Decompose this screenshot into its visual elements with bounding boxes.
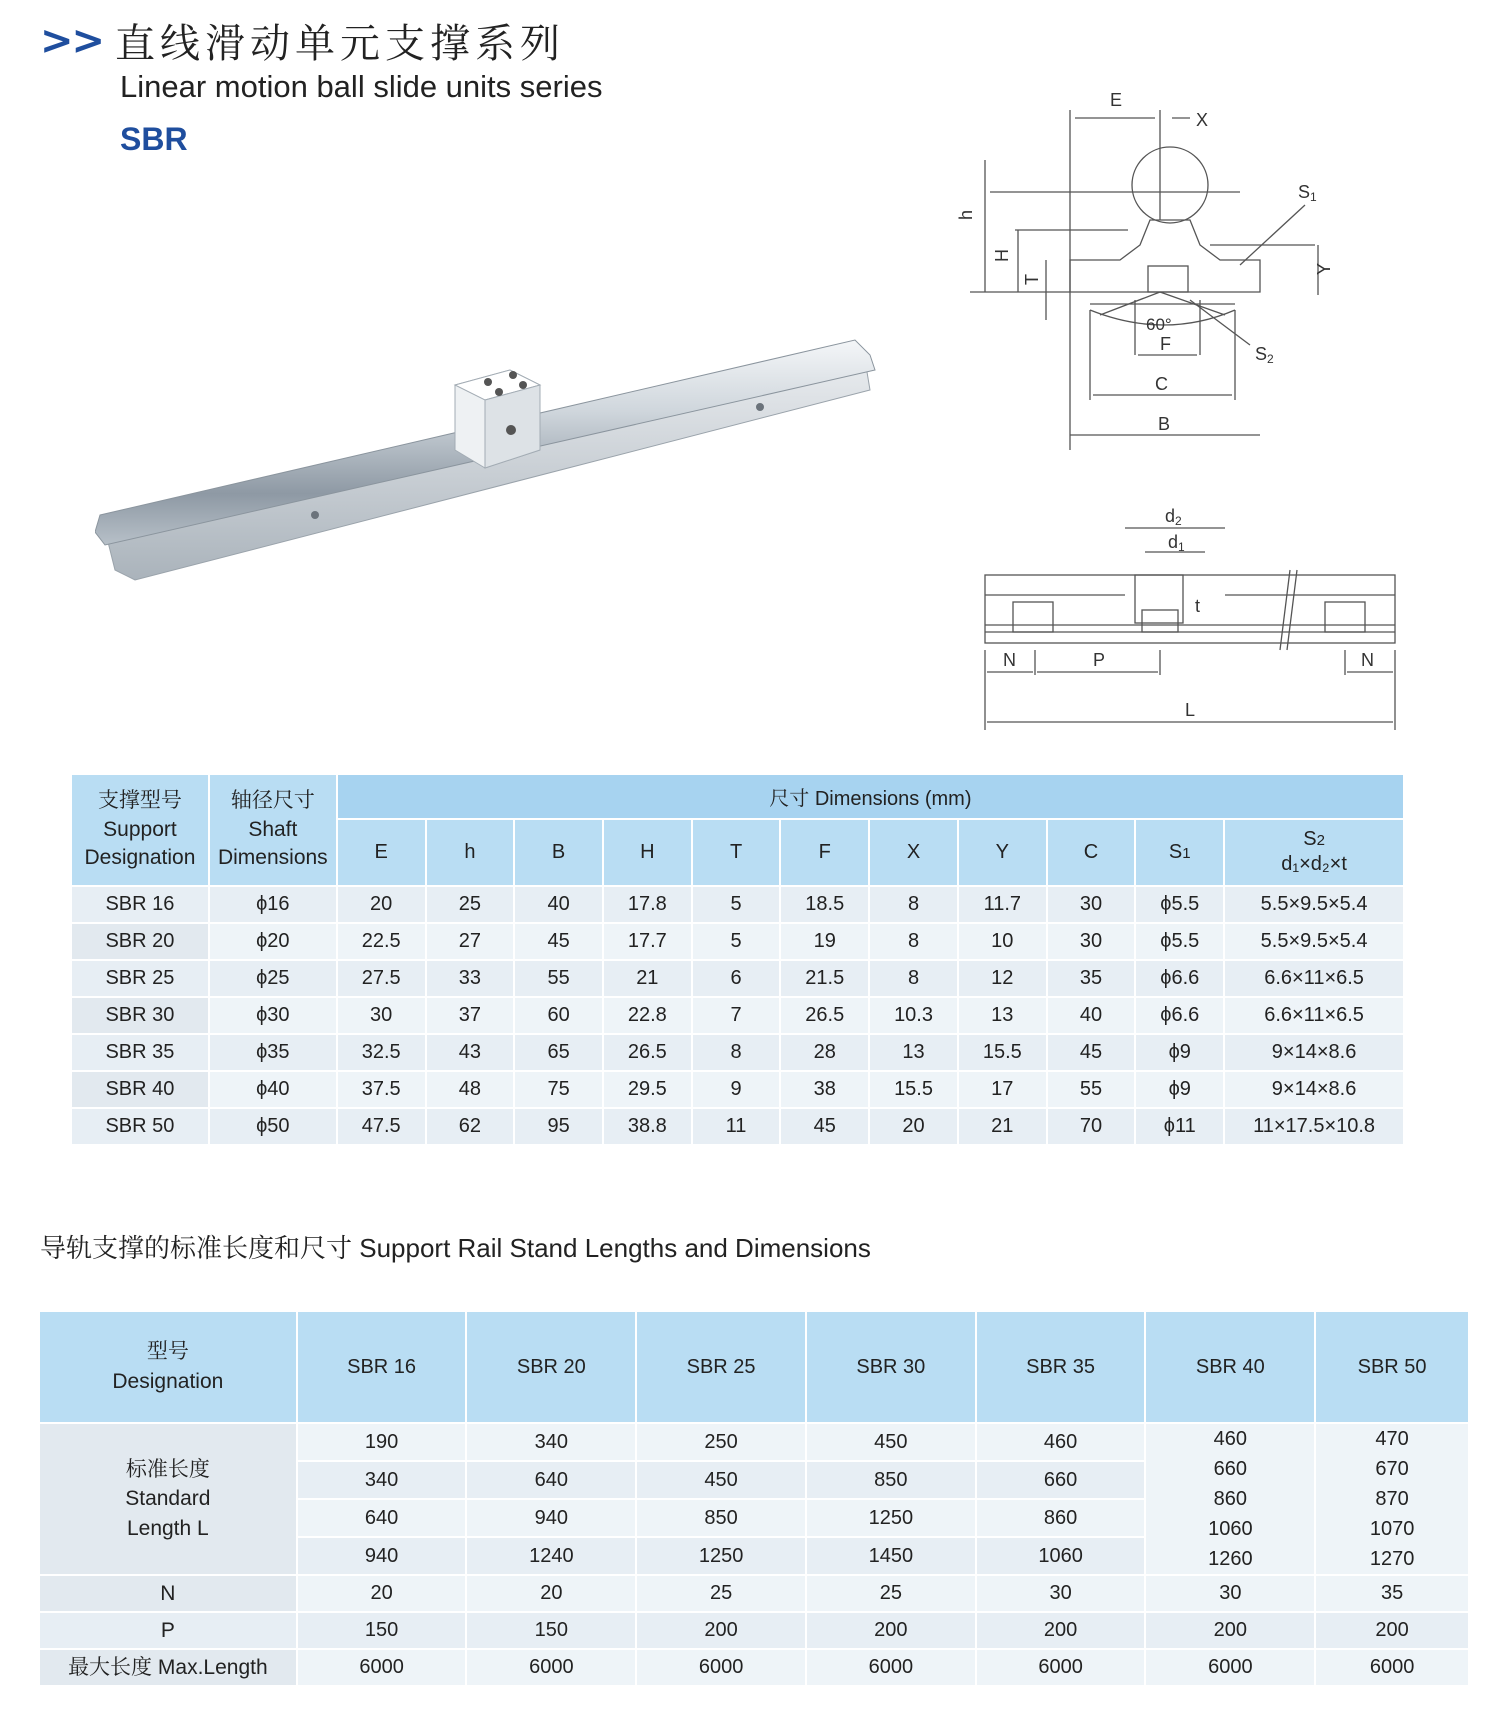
table-cell: 340 [297,1461,467,1499]
table-cell: 21 [603,960,692,997]
table-cell: 200 [806,1612,976,1649]
header-model: SBR 35 [976,1311,1146,1423]
table-cell: 5 [692,886,781,923]
table-row [39,1612,1469,1649]
header-model: SBR 25 [636,1311,806,1423]
table-cell: 35 [1315,1575,1469,1612]
header-col-H: H [603,819,692,886]
header-model: SBR 30 [806,1311,976,1423]
header-col-S2: S2 d₁×d₂×t [1224,819,1404,886]
table-cell: 19 [780,923,869,960]
row-label-max-length: 最大长度 Max.Length [39,1649,297,1686]
table-cell: 11 [692,1108,781,1145]
cross-section-diagram [950,70,1370,470]
row-label-N: N [39,1575,297,1612]
page-header [40,12,602,158]
table-cell: 35 [1047,960,1136,997]
product-image-rail [95,300,895,600]
table-cell: 18.5 [780,886,869,923]
table-cell: 55 [514,960,603,997]
table-cell: 200 [636,1612,806,1649]
table-cell: 48 [426,1071,515,1108]
section-title-rail-lengths: 导轨支撑的标准长度和尺寸 Support Rail Stand Lengths and Dimensions [40,1233,871,1263]
table-cell: 940 [297,1537,467,1575]
table-row [71,1108,1404,1145]
table-cell: 30 [1047,923,1136,960]
table-cell: 22.5 [337,923,426,960]
dim-label-Y: Y [1314,262,1334,275]
dim-label-N-right: N [1361,650,1374,670]
header-col-C: C [1047,819,1136,886]
table-cell: 200 [976,1612,1146,1649]
table-row [71,997,1404,1034]
table-cell: 17.7 [603,923,692,960]
table-cell: 29.5 [603,1071,692,1108]
table-cell: 62 [426,1108,515,1145]
table-cell: 6000 [1145,1649,1315,1686]
table-cell: 30 [1145,1575,1315,1612]
rail-mounting-hole [311,511,319,519]
header-col-B: B [514,819,603,886]
table-cell: 40 [1047,997,1136,1034]
table-cell: 17.8 [603,886,692,923]
dim-label-S2: S2 [1255,344,1274,366]
table-cell: 27.5 [337,960,426,997]
header-col-X: X [869,819,958,886]
table-cell: 15.5 [958,1034,1047,1071]
rail-mounting-hole [756,403,764,411]
table-cell: 11×17.5×10.8 [1224,1108,1404,1145]
dim-label-h: h [956,209,976,220]
table-row [71,886,1404,923]
table-cell: 640 [297,1499,467,1537]
table-row [71,960,1404,997]
table-cell: 150 [466,1612,636,1649]
table-cell: ϕ6.6 [1135,997,1224,1034]
table-cell: 12 [958,960,1047,997]
title-row [40,12,602,69]
table-cell: ϕ9 [1135,1071,1224,1108]
table-cell: 26.5 [603,1034,692,1071]
row-label-standard-length: 标准长度 Standard Length L [39,1423,297,1575]
table-cell: 6000 [636,1649,806,1686]
table-cell: 200 [1315,1612,1469,1649]
table-cell-sbr40-lengths: 460 660 860 1060 1260 [1145,1423,1315,1575]
dim-label-d2: d2 [1165,506,1182,528]
header-shaft-dimensions: 轴径尺寸 Shaft Dimensions [209,774,337,886]
table-cell: SBR 50 [71,1108,209,1145]
table-cell: 21.5 [780,960,869,997]
table-cell: 22.8 [603,997,692,1034]
table-cell: 13 [869,1034,958,1071]
table-cell: 460 [976,1423,1146,1461]
table-cell: 8 [869,960,958,997]
table-cell: 26.5 [780,997,869,1034]
table-cell: 20 [297,1575,467,1612]
table-cell: ϕ9 [1135,1034,1224,1071]
table-cell: 60 [514,997,603,1034]
table-cell: 8 [692,1034,781,1071]
table-cell: 13 [958,997,1047,1034]
header-dimensions-mm: 尺寸 Dimensions (mm) [337,774,1404,819]
table-cell: 11.7 [958,886,1047,923]
table-cell: ϕ5.5 [1135,886,1224,923]
table-cell: 15.5 [869,1071,958,1108]
table-cell: SBR 30 [71,997,209,1034]
standard-lengths-table [38,1310,1470,1687]
table-cell: 95 [514,1108,603,1145]
dimensions-table-body [71,886,1404,1145]
dim-label-angle: 60° [1146,315,1172,334]
table-cell: 340 [466,1423,636,1461]
table-cell: 25 [636,1575,806,1612]
table-cell: 660 [976,1461,1146,1499]
dim-label-X: X [1196,110,1209,130]
dim-label-S1: S1 [1298,182,1317,204]
table-cell: 38 [780,1071,869,1108]
table-cell: 30 [337,997,426,1034]
table-cell: SBR 25 [71,960,209,997]
table-cell: 250 [636,1423,806,1461]
table-cell: 6000 [1315,1649,1469,1686]
table-row [71,1071,1404,1108]
table-cell: 6.6×11×6.5 [1224,997,1404,1034]
header-col-S1: S1 [1135,819,1224,886]
table-cell: 8 [869,886,958,923]
header-col-E: E [337,819,426,886]
dimensions-table [70,773,1405,1146]
header-model: SBR 50 [1315,1311,1469,1423]
header-model: SBR 20 [466,1311,636,1423]
table-cell: 6000 [806,1649,976,1686]
dim-label-N-left: N [1003,650,1016,670]
table-cell: 70 [1047,1108,1136,1145]
table-cell: 860 [976,1499,1146,1537]
row-label-P: P [39,1612,297,1649]
dim-label-T: T [1022,274,1042,285]
table-cell: SBR 20 [71,923,209,960]
dim-label-C: C [1155,374,1168,394]
table-cell: SBR 40 [71,1071,209,1108]
table-cell: 1250 [636,1537,806,1575]
table-cell: SBR 35 [71,1034,209,1071]
table-cell-sbr50-lengths: 470 670 870 1070 1270 [1315,1423,1469,1575]
table-cell: 640 [466,1461,636,1499]
dim-label-L: L [1185,700,1196,720]
table-cell: 1450 [806,1537,976,1575]
table-cell: ϕ50 [209,1108,337,1145]
table-cell: ϕ5.5 [1135,923,1224,960]
header-col-Y: Y [958,819,1047,886]
table-cell: 9×14×8.6 [1224,1071,1404,1108]
table-cell: 20 [466,1575,636,1612]
table-cell: ϕ20 [209,923,337,960]
table-cell: 37 [426,997,515,1034]
table-cell: 6000 [976,1649,1146,1686]
table-cell: 6.6×11×6.5 [1224,960,1404,997]
table-cell: 190 [297,1423,467,1461]
table-cell: ϕ40 [209,1071,337,1108]
table-cell: 9 [692,1071,781,1108]
dim-label-P: P [1093,650,1106,670]
table-cell: 25 [806,1575,976,1612]
table-cell: 150 [297,1612,467,1649]
table-row [71,923,1404,960]
table-cell: 20 [337,886,426,923]
model-series-label: SBR [120,121,188,157]
dim-label-d1: d1 [1168,532,1185,554]
side-view-diagram [975,500,1415,740]
table-cell: 20 [869,1108,958,1145]
dim-label-H: H [992,249,1012,262]
header-col-T: T [692,819,781,886]
table-cell: SBR 16 [71,886,209,923]
table-cell: 9×14×8.6 [1224,1034,1404,1071]
table-row [71,1034,1404,1071]
table-cell: 17 [958,1071,1047,1108]
page-title-english: Linear motion ball slide units series [120,69,603,104]
table-cell: 5.5×9.5×5.4 [1224,923,1404,960]
table-cell: 1250 [806,1499,976,1537]
table-cell: 850 [806,1461,976,1499]
table-cell: 940 [466,1499,636,1537]
table-cell: 450 [806,1423,976,1461]
table-cell: ϕ35 [209,1034,337,1071]
table-cell: 6 [692,960,781,997]
table-cell: 27 [426,923,515,960]
table-cell: 40 [514,886,603,923]
table-cell: 65 [514,1034,603,1071]
table-cell: 43 [426,1034,515,1071]
dim-label-t: t [1195,596,1201,616]
table-cell: ϕ25 [209,960,337,997]
slide-block [455,370,540,468]
table-cell: 1240 [466,1537,636,1575]
table-cell: 25 [426,886,515,923]
table-cell: 7 [692,997,781,1034]
table-cell: ϕ16 [209,886,337,923]
table-row [39,1423,1469,1461]
table-cell: ϕ30 [209,997,337,1034]
table-cell: 33 [426,960,515,997]
double-arrow-icon: >> [40,17,104,64]
page-title-chinese: 直线滑动单元支撑系列 [115,21,566,67]
table-cell: 450 [636,1461,806,1499]
header-col-h: h [426,819,515,886]
table-cell: 55 [1047,1071,1136,1108]
table-cell: 1060 [976,1537,1146,1575]
table-cell: 37.5 [337,1071,426,1108]
table-cell: 200 [1145,1612,1315,1649]
dim-label-E: E [1110,90,1123,110]
table-cell: 30 [1047,886,1136,923]
table-cell: 47.5 [337,1108,426,1145]
table-cell: 30 [976,1575,1146,1612]
header-col-F: F [780,819,869,886]
table-row [39,1575,1469,1612]
dim-label-B: B [1158,414,1171,434]
header-designation: 型号 Designation [39,1311,297,1423]
table-cell: 10 [958,923,1047,960]
table-cell: 45 [1047,1034,1136,1071]
dim-label-F: F [1160,334,1171,354]
table-cell: ϕ6.6 [1135,960,1224,997]
table-cell: ϕ11 [1135,1108,1224,1145]
header-support-designation: 支撑型号 Support Designation [71,774,209,886]
table-cell: 850 [636,1499,806,1537]
table-cell: 10.3 [869,997,958,1034]
table-cell: 6000 [466,1649,636,1686]
table-cell: 8 [869,923,958,960]
table-cell: 75 [514,1071,603,1108]
table-cell: 45 [780,1108,869,1145]
header-model: SBR 40 [1145,1311,1315,1423]
table-cell: 45 [514,923,603,960]
table-cell: 28 [780,1034,869,1071]
table-cell: 32.5 [337,1034,426,1071]
table-cell: 5 [692,923,781,960]
header-model: SBR 16 [297,1311,467,1423]
table-cell: 5.5×9.5×5.4 [1224,886,1404,923]
table-row [39,1649,1469,1686]
table-cell: 6000 [297,1649,467,1686]
table-cell: 38.8 [603,1108,692,1145]
table-cell: 21 [958,1108,1047,1145]
